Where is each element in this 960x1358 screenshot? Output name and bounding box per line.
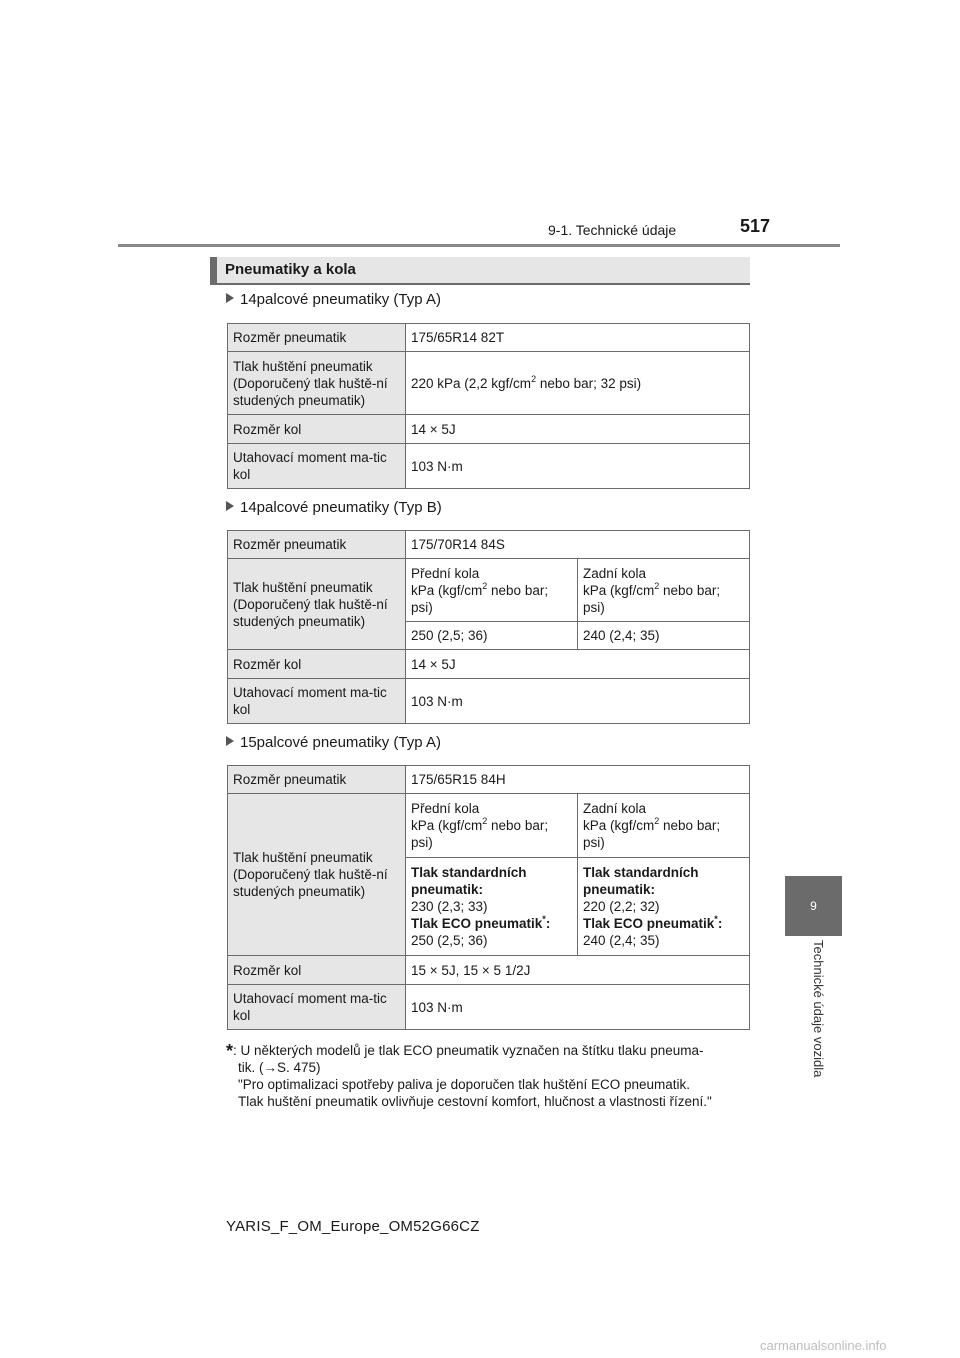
section-title: Pneumatiky a kola <box>210 257 750 283</box>
table-row <box>228 794 750 858</box>
tire-size-label: Rozměr pneumatik <box>228 324 406 352</box>
spec-table-14-type-a <box>227 323 750 489</box>
rear-pressure-values: Tlak standardních pneumatik: 220 (2,2; 32) Tlak ECO pneumatik*: 240 (2,4; 35) <box>578 858 750 956</box>
table-row <box>228 324 750 352</box>
tire-size-value: 175/70R14 84S <box>406 531 750 559</box>
watermark: carmanualsonline.info <box>760 1338 887 1353</box>
document-code: YARIS_F_OM_Europe_OM52G66CZ <box>226 1218 480 1235</box>
footnote-line: *: U některých modelů je tlak ECO pneumatik vyznačen na štítku tlaku pneuma- <box>226 1041 704 1061</box>
subheading-14-type-a <box>226 291 441 308</box>
spec-table-14-type-b <box>227 530 750 724</box>
table-row <box>228 559 750 622</box>
triangle-bullet-icon <box>226 501 234 511</box>
tire-size-value: 175/65R14 82T <box>406 324 750 352</box>
tire-size-label: Rozměr pneumatik <box>228 766 406 794</box>
chapter-tab: 9 <box>785 876 842 936</box>
pressure-label: Tlak huštění pneumatik (Doporučený tlak huště-ní studených pneumatik) <box>228 352 406 415</box>
chapter-label: Technické údaje vozidla <box>811 940 826 1078</box>
section-title-underline <box>210 283 750 285</box>
footnote-line: "Pro optimalizaci spotřeby paliva je doporučen tlak huštění ECO pneumatik. <box>238 1077 691 1092</box>
rear-wheels-header: Zadní kola kPa ($kgf/cm^2$ nebo bar; psi) <box>578 559 750 622</box>
table-row <box>228 956 750 985</box>
subheading-text: 14palcové pneumatiky (Typ A) <box>240 291 441 308</box>
wheel-size-label: Rozměr kol <box>228 650 406 679</box>
torque-value: 103 N·m <box>406 444 750 489</box>
table-row <box>228 679 750 724</box>
wheel-size-label: Rozměr kol <box>228 415 406 444</box>
table-row <box>228 415 750 444</box>
torque-label: Utahovací moment ma-tic kol <box>228 679 406 724</box>
footnote <box>226 1041 766 1110</box>
footnote-line: tik. (→S. 475) <box>238 1060 321 1075</box>
front-wheels-header: Přední kola kPa ($kgf/cm^2$ nebo bar; psi) <box>406 794 578 858</box>
table-row <box>228 352 750 415</box>
torque-value: 103 N·m <box>406 985 750 1030</box>
subheading-text: 15palcové pneumatiky (Typ A) <box>240 734 441 751</box>
torque-label: Utahovací moment ma-tic kol <box>228 985 406 1030</box>
triangle-bullet-icon <box>226 293 234 303</box>
subheading-text: 14palcové pneumatiky (Typ B) <box>240 499 442 516</box>
table-row <box>228 650 750 679</box>
wheel-size-label: Rozměr kol <box>228 956 406 985</box>
footnote-line: Tlak huštění pneumatik ovlivňuje cestovní komfort, hlučnost a vlastnosti řízení." <box>238 1094 712 1109</box>
rear-pressure-value: 240 (2,4; 35) <box>578 622 750 650</box>
spec-table-15-type-a <box>227 765 750 1030</box>
tire-size-label: Rozměr pneumatik <box>228 531 406 559</box>
wheel-size-value: 15 × 5J, 15 × 5 1/2J <box>406 956 750 985</box>
table-row <box>228 985 750 1030</box>
page-number: 517 <box>740 216 771 236</box>
triangle-bullet-icon <box>226 736 234 746</box>
table-row <box>228 531 750 559</box>
pressure-label: Tlak huštění pneumatik (Doporučený tlak huště-ní studených pneumatik) <box>228 559 406 650</box>
header-divider <box>118 244 840 247</box>
table-row <box>228 766 750 794</box>
section-header: 9-1. Technické údaje <box>548 222 677 238</box>
subheading-14-type-b <box>226 499 442 516</box>
rear-wheels-header: Zadní kola kPa ($kgf/cm^2$ nebo bar; psi) <box>578 794 750 858</box>
front-pressure-value: 250 (2,5; 36) <box>406 622 578 650</box>
wheel-size-value: 14 × 5J <box>406 415 750 444</box>
pressure-label: Tlak huštění pneumatik (Doporučený tlak huště-ní studených pneumatik) <box>228 794 406 956</box>
subheading-15-type-a <box>226 734 441 751</box>
tire-size-value: 175/65R15 84H <box>406 766 750 794</box>
front-wheels-header: Přední kola kPa ($kgf/cm^2$ nebo bar; psi) <box>406 559 578 622</box>
table-row <box>228 444 750 489</box>
pressure-value: 220 kPa (2,2 kgf/$cm^2$ nebo bar; 32 psi) <box>406 352 750 415</box>
torque-value: 103 N·m <box>406 679 750 724</box>
wheel-size-value: 14 × 5J <box>406 650 750 679</box>
torque-label: Utahovací moment ma-tic kol <box>228 444 406 489</box>
front-pressure-values: Tlak standardních pneumatik: 230 (2,3; 33) Tlak ECO pneumatik*: 250 (2,5; 36) <box>406 858 578 956</box>
